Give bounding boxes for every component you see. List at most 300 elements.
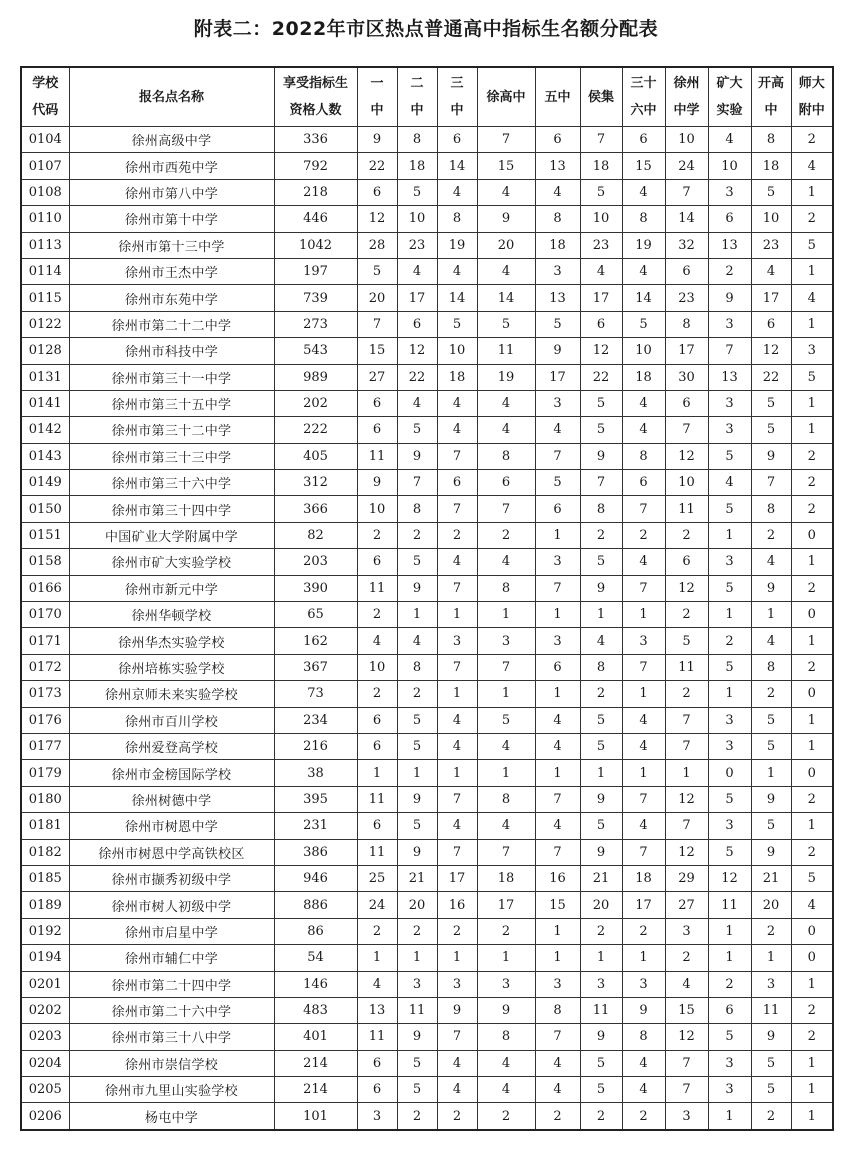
header-houji [580, 67, 622, 127]
eligible-count-cell: 73 [274, 681, 357, 707]
quota-cell: 8 [477, 1024, 535, 1050]
quota-cell: 3 [708, 549, 751, 575]
quota-cell: 7 [665, 813, 708, 839]
quota-cell: 17 [580, 285, 622, 311]
quota-cell: 1 [708, 522, 751, 548]
eligible-count-cell: 82 [274, 522, 357, 548]
quota-cell: 7 [535, 786, 580, 812]
quota-cell: 11 [580, 997, 622, 1023]
header-line: 学校 [32, 76, 59, 91]
quota-cell: 1 [477, 602, 535, 628]
quota-cell: 18 [397, 153, 437, 179]
quota-cell: 4 [477, 733, 535, 759]
header-line: 六中 [630, 103, 657, 118]
quota-cell: 5 [580, 733, 622, 759]
quota-cell: 15 [665, 997, 708, 1023]
quota-cell: 17 [751, 285, 791, 311]
quota-cell: 1 [477, 760, 535, 786]
quota-cell: 15 [477, 153, 535, 179]
quota-cell: 9 [357, 127, 397, 153]
quota-cell: 1 [535, 522, 580, 548]
quota-cell: 7 [477, 127, 535, 153]
header-line: 享受指标生 [282, 76, 348, 91]
quota-cell: 6 [751, 311, 791, 337]
quota-cell: 11 [357, 575, 397, 601]
quota-cell: 6 [357, 390, 397, 416]
eligible-count-cell: 234 [274, 707, 357, 733]
quota-cell: 5 [397, 417, 437, 443]
quota-cell: 11 [708, 892, 751, 918]
quota-cell: 1 [580, 760, 622, 786]
header-registration-site [69, 67, 274, 127]
school-code-cell: 0142 [21, 417, 69, 443]
quota-cell: 7 [622, 839, 665, 865]
quota-cell: 9 [751, 443, 791, 469]
quota-cell: 14 [477, 285, 535, 311]
quota-cell: 6 [357, 417, 397, 443]
quota-cell: 4 [437, 707, 477, 733]
quota-cell: 12 [580, 338, 622, 364]
quota-cell: 2 [751, 918, 791, 944]
quota-cell: 4 [580, 258, 622, 284]
quota-cell: 4 [535, 179, 580, 205]
quota-cell: 4 [477, 390, 535, 416]
school-code-cell: 0149 [21, 470, 69, 496]
quota-cell: 4 [751, 549, 791, 575]
eligible-count-cell: 386 [274, 839, 357, 865]
school-name-cell: 徐州华杰实验学校 [69, 628, 274, 654]
quota-cell: 20 [357, 285, 397, 311]
quota-cell: 13 [708, 232, 751, 258]
school-name-cell: 中国矿业大学附属中学 [69, 522, 274, 548]
quota-cell: 18 [622, 865, 665, 891]
quota-cell: 1 [791, 417, 833, 443]
quota-cell: 2 [397, 681, 437, 707]
quota-cell: 9 [397, 786, 437, 812]
school-name-cell: 徐州华顿学校 [69, 602, 274, 628]
quota-cell: 12 [665, 443, 708, 469]
quota-cell: 5 [580, 1050, 622, 1076]
quota-cell: 6 [535, 654, 580, 680]
header-line: 五中 [544, 89, 571, 105]
school-name-cell: 徐州市撷秀初级中学 [69, 865, 274, 891]
quota-cell: 1 [437, 945, 477, 971]
header-line: 资格人数 [289, 103, 342, 118]
quota-cell: 4 [437, 549, 477, 575]
table-row [21, 575, 833, 601]
school-name-cell: 徐州京师未来实验学校 [69, 681, 274, 707]
quota-cell: 5 [397, 813, 437, 839]
quota-cell: 4 [477, 417, 535, 443]
quota-cell: 5 [622, 311, 665, 337]
quota-cell: 15 [357, 338, 397, 364]
quota-cell: 4 [751, 628, 791, 654]
quota-cell: 2 [580, 681, 622, 707]
quota-cell: 2 [357, 522, 397, 548]
table-row [21, 1103, 833, 1130]
header-line: 二 [410, 76, 424, 91]
school-code-cell: 0203 [21, 1024, 69, 1050]
quota-cell: 23 [665, 285, 708, 311]
quota-cell: 7 [535, 1024, 580, 1050]
school-name-cell: 徐州高级中学 [69, 127, 274, 153]
quota-cell: 0 [791, 760, 833, 786]
quota-cell: 4 [477, 549, 535, 575]
quota-cell: 4 [622, 1077, 665, 1103]
header-xuzhou-middle [665, 67, 708, 127]
quota-cell: 3 [708, 390, 751, 416]
eligible-count-cell: 65 [274, 602, 357, 628]
quota-cell: 0 [791, 602, 833, 628]
quota-cell: 14 [665, 206, 708, 232]
quota-cell: 5 [397, 733, 437, 759]
school-name-cell: 徐州市东苑中学 [69, 285, 274, 311]
quota-cell: 4 [535, 417, 580, 443]
school-code-cell: 0143 [21, 443, 69, 469]
school-name-cell: 徐州市科技中学 [69, 338, 274, 364]
quota-cell: 2 [791, 443, 833, 469]
quota-cell: 24 [665, 153, 708, 179]
quota-cell: 4 [622, 733, 665, 759]
quota-cell: 3 [535, 971, 580, 997]
eligible-count-cell: 202 [274, 390, 357, 416]
school-name-cell: 徐州市第二十四中学 [69, 971, 274, 997]
school-code-cell: 0192 [21, 918, 69, 944]
table-row [21, 997, 833, 1023]
quota-cell: 4 [397, 390, 437, 416]
quota-cell: 7 [622, 786, 665, 812]
table-header [21, 67, 833, 127]
quota-cell: 6 [708, 997, 751, 1023]
quota-cell: 5 [535, 311, 580, 337]
table-row [21, 364, 833, 390]
quota-cell: 1 [751, 945, 791, 971]
quota-cell: 1 [535, 602, 580, 628]
quota-cell: 2 [580, 1103, 622, 1130]
quota-cell: 6 [437, 470, 477, 496]
header-line: 矿大 [716, 76, 743, 91]
quota-cell: 9 [751, 839, 791, 865]
school-name-cell: 徐州市树恩中学 [69, 813, 274, 839]
eligible-count-cell: 543 [274, 338, 357, 364]
school-code-cell: 0189 [21, 892, 69, 918]
quota-cell: 17 [535, 364, 580, 390]
quota-cell: 0 [791, 522, 833, 548]
header-school-code [21, 67, 69, 127]
quota-cell: 5 [751, 813, 791, 839]
header-no36-middle [622, 67, 665, 127]
header-line: 中 [764, 103, 778, 118]
table-row [21, 390, 833, 416]
quota-cell: 8 [535, 206, 580, 232]
quota-cell: 8 [437, 206, 477, 232]
school-code-cell: 0131 [21, 364, 69, 390]
school-code-cell: 0107 [21, 153, 69, 179]
quota-cell: 18 [580, 153, 622, 179]
quota-cell: 23 [580, 232, 622, 258]
school-code-cell: 0108 [21, 179, 69, 205]
table-row [21, 813, 833, 839]
table-row [21, 654, 833, 680]
quota-cell: 6 [622, 470, 665, 496]
quota-cell: 6 [357, 707, 397, 733]
quota-cell: 9 [708, 285, 751, 311]
quota-cell: 10 [397, 206, 437, 232]
quota-cell: 2 [477, 918, 535, 944]
quota-cell: 2 [397, 522, 437, 548]
header-row [21, 67, 833, 127]
quota-cell: 2 [437, 1103, 477, 1130]
quota-cell: 4 [437, 258, 477, 284]
header-line: 一 [370, 76, 384, 91]
quota-cell: 7 [665, 179, 708, 205]
eligible-count-cell: 101 [274, 1103, 357, 1130]
quota-cell: 7 [751, 470, 791, 496]
table-row [21, 628, 833, 654]
quota-cell: 7 [665, 1077, 708, 1103]
header-normal-univ-affiliated [791, 67, 833, 127]
quota-cell: 1 [580, 602, 622, 628]
school-code-cell: 0151 [21, 522, 69, 548]
school-code-cell: 0110 [21, 206, 69, 232]
quota-cell: 3 [622, 628, 665, 654]
quota-cell: 8 [665, 311, 708, 337]
quota-cell: 4 [535, 733, 580, 759]
school-code-cell: 0204 [21, 1050, 69, 1076]
school-code-cell: 0172 [21, 654, 69, 680]
table-row [21, 443, 833, 469]
quota-cell: 9 [751, 786, 791, 812]
quota-cell: 4 [622, 417, 665, 443]
header-eligible-count [274, 67, 357, 127]
quota-cell: 18 [477, 865, 535, 891]
page-title: 附表二：2022年市区热点普通高中指标生名额分配表 [193, 18, 659, 40]
quota-cell: 1 [791, 311, 833, 337]
quota-cell: 1 [437, 602, 477, 628]
quota-cell: 1 [791, 549, 833, 575]
quota-cell: 5 [397, 1077, 437, 1103]
school-name-cell: 徐州市第二十二中学 [69, 311, 274, 337]
school-name-cell: 徐州市辅仁中学 [69, 945, 274, 971]
quota-cell: 5 [477, 707, 535, 733]
header-no5-middle [535, 67, 580, 127]
quota-cell: 5 [580, 549, 622, 575]
quota-cell: 1 [397, 760, 437, 786]
quota-cell: 1 [791, 258, 833, 284]
eligible-count-cell: 1042 [274, 232, 357, 258]
eligible-count-cell: 216 [274, 733, 357, 759]
school-code-cell: 0185 [21, 865, 69, 891]
school-code-cell: 0141 [21, 390, 69, 416]
quota-cell: 29 [665, 865, 708, 891]
quota-cell: 8 [477, 786, 535, 812]
quota-cell: 7 [477, 496, 535, 522]
school-code-cell: 0201 [21, 971, 69, 997]
quota-cell: 1 [397, 602, 437, 628]
quota-cell: 17 [622, 892, 665, 918]
quota-cell: 2 [580, 918, 622, 944]
quota-cell: 3 [437, 971, 477, 997]
school-code-cell: 0150 [21, 496, 69, 522]
quota-cell: 1 [791, 628, 833, 654]
quota-cell: 4 [437, 1077, 477, 1103]
quota-cell: 6 [357, 179, 397, 205]
quota-cell: 5 [751, 390, 791, 416]
quota-cell: 1 [708, 945, 751, 971]
quota-cell: 14 [437, 285, 477, 311]
quota-cell: 5 [708, 496, 751, 522]
quota-cell: 2 [437, 918, 477, 944]
quota-cell: 5 [580, 813, 622, 839]
table-row [21, 470, 833, 496]
school-name-cell: 徐州市第十三中学 [69, 232, 274, 258]
quota-cell: 2 [397, 918, 437, 944]
quota-cell: 19 [437, 232, 477, 258]
quota-cell: 4 [535, 707, 580, 733]
school-code-cell: 0180 [21, 786, 69, 812]
school-name-cell: 徐州市崇信学校 [69, 1050, 274, 1076]
table-row [21, 760, 833, 786]
quota-cell: 5 [535, 470, 580, 496]
header-line: 报名点名称 [138, 89, 204, 105]
school-name-cell: 徐州市西苑中学 [69, 153, 274, 179]
quota-cell: 9 [477, 206, 535, 232]
quota-cell: 17 [397, 285, 437, 311]
school-code-cell: 0182 [21, 839, 69, 865]
quota-cell: 9 [580, 575, 622, 601]
quota-cell: 2 [791, 786, 833, 812]
quota-cell: 8 [751, 496, 791, 522]
quota-cell: 2 [535, 1103, 580, 1130]
quota-cell: 8 [580, 496, 622, 522]
header-line: 开高 [757, 76, 784, 91]
school-code-cell: 0202 [21, 997, 69, 1023]
quota-cell: 6 [357, 1077, 397, 1103]
quota-cell: 9 [622, 997, 665, 1023]
school-code-cell: 0181 [21, 813, 69, 839]
school-name-cell: 徐州市第三十八中学 [69, 1024, 274, 1050]
header-line: 师大 [798, 76, 825, 91]
quota-cell: 5 [477, 311, 535, 337]
quota-cell: 11 [477, 338, 535, 364]
table-row [21, 971, 833, 997]
quota-cell: 4 [708, 127, 751, 153]
table-row [21, 892, 833, 918]
quota-cell: 2 [751, 1103, 791, 1130]
quota-cell: 4 [437, 1050, 477, 1076]
school-name-cell: 徐州树德中学 [69, 786, 274, 812]
table-row [21, 417, 833, 443]
quota-cell: 1 [708, 602, 751, 628]
quota-cell: 1 [791, 733, 833, 759]
eligible-count-cell: 146 [274, 971, 357, 997]
table-row [21, 549, 833, 575]
quota-cell: 2 [708, 971, 751, 997]
quota-cell: 5 [791, 865, 833, 891]
quota-cell: 3 [535, 628, 580, 654]
header-line: 徐高中 [486, 89, 526, 105]
school-code-cell: 0205 [21, 1077, 69, 1103]
school-name-cell: 徐州市第二十六中学 [69, 997, 274, 1023]
quota-cell: 3 [708, 1050, 751, 1076]
quota-cell: 6 [535, 496, 580, 522]
quota-cell: 17 [437, 865, 477, 891]
quota-cell: 2 [622, 918, 665, 944]
school-name-cell: 徐州市矿大实验学校 [69, 549, 274, 575]
quota-cell: 2 [665, 602, 708, 628]
school-code-cell: 0173 [21, 681, 69, 707]
table-row [21, 179, 833, 205]
quota-cell: 10 [622, 338, 665, 364]
table-row [21, 918, 833, 944]
school-name-cell: 徐州市第三十一中学 [69, 364, 274, 390]
quota-cell: 5 [751, 179, 791, 205]
quota-cell: 1 [791, 179, 833, 205]
quota-cell: 4 [665, 971, 708, 997]
school-code-cell: 0171 [21, 628, 69, 654]
quota-cell: 11 [751, 997, 791, 1023]
table-row [21, 1050, 833, 1076]
eligible-count-cell: 203 [274, 549, 357, 575]
quota-cell: 8 [477, 443, 535, 469]
table-row [21, 707, 833, 733]
quota-cell: 4 [622, 549, 665, 575]
quota-cell: 12 [665, 786, 708, 812]
quota-cell: 7 [437, 443, 477, 469]
quota-cell: 8 [397, 496, 437, 522]
quota-cell: 20 [580, 892, 622, 918]
quota-cell: 4 [622, 1050, 665, 1076]
quota-cell: 2 [665, 681, 708, 707]
school-name-cell: 徐州市新元中学 [69, 575, 274, 601]
quota-cell: 27 [357, 364, 397, 390]
quota-cell: 23 [751, 232, 791, 258]
quota-cell: 24 [357, 892, 397, 918]
school-code-cell: 0166 [21, 575, 69, 601]
quota-cell: 6 [708, 206, 751, 232]
quota-cell: 8 [622, 443, 665, 469]
quota-cell: 8 [397, 127, 437, 153]
quota-cell: 7 [665, 417, 708, 443]
quota-cell: 7 [437, 654, 477, 680]
quota-cell: 1 [535, 760, 580, 786]
quota-cell: 7 [665, 707, 708, 733]
quota-cell: 1 [357, 760, 397, 786]
header-line: 三十 [630, 76, 657, 91]
quota-cell: 1 [535, 918, 580, 944]
quota-cell: 2 [751, 681, 791, 707]
quota-cell: 10 [357, 654, 397, 680]
quota-cell: 2 [357, 602, 397, 628]
quota-cell: 0 [708, 760, 751, 786]
quota-cell: 4 [791, 153, 833, 179]
school-code-cell: 0113 [21, 232, 69, 258]
quota-cell: 3 [708, 707, 751, 733]
quota-cell: 2 [791, 496, 833, 522]
quota-cell: 13 [357, 997, 397, 1023]
quota-cell: 13 [708, 364, 751, 390]
quota-cell: 12 [665, 1024, 708, 1050]
eligible-count-cell: 218 [274, 179, 357, 205]
quota-cell: 5 [791, 364, 833, 390]
quota-cell: 11 [397, 997, 437, 1023]
quota-cell: 10 [708, 153, 751, 179]
quota-cell: 9 [580, 839, 622, 865]
table-row [21, 522, 833, 548]
school-code-cell: 0177 [21, 733, 69, 759]
quota-cell: 32 [665, 232, 708, 258]
quota-cell: 9 [751, 1024, 791, 1050]
